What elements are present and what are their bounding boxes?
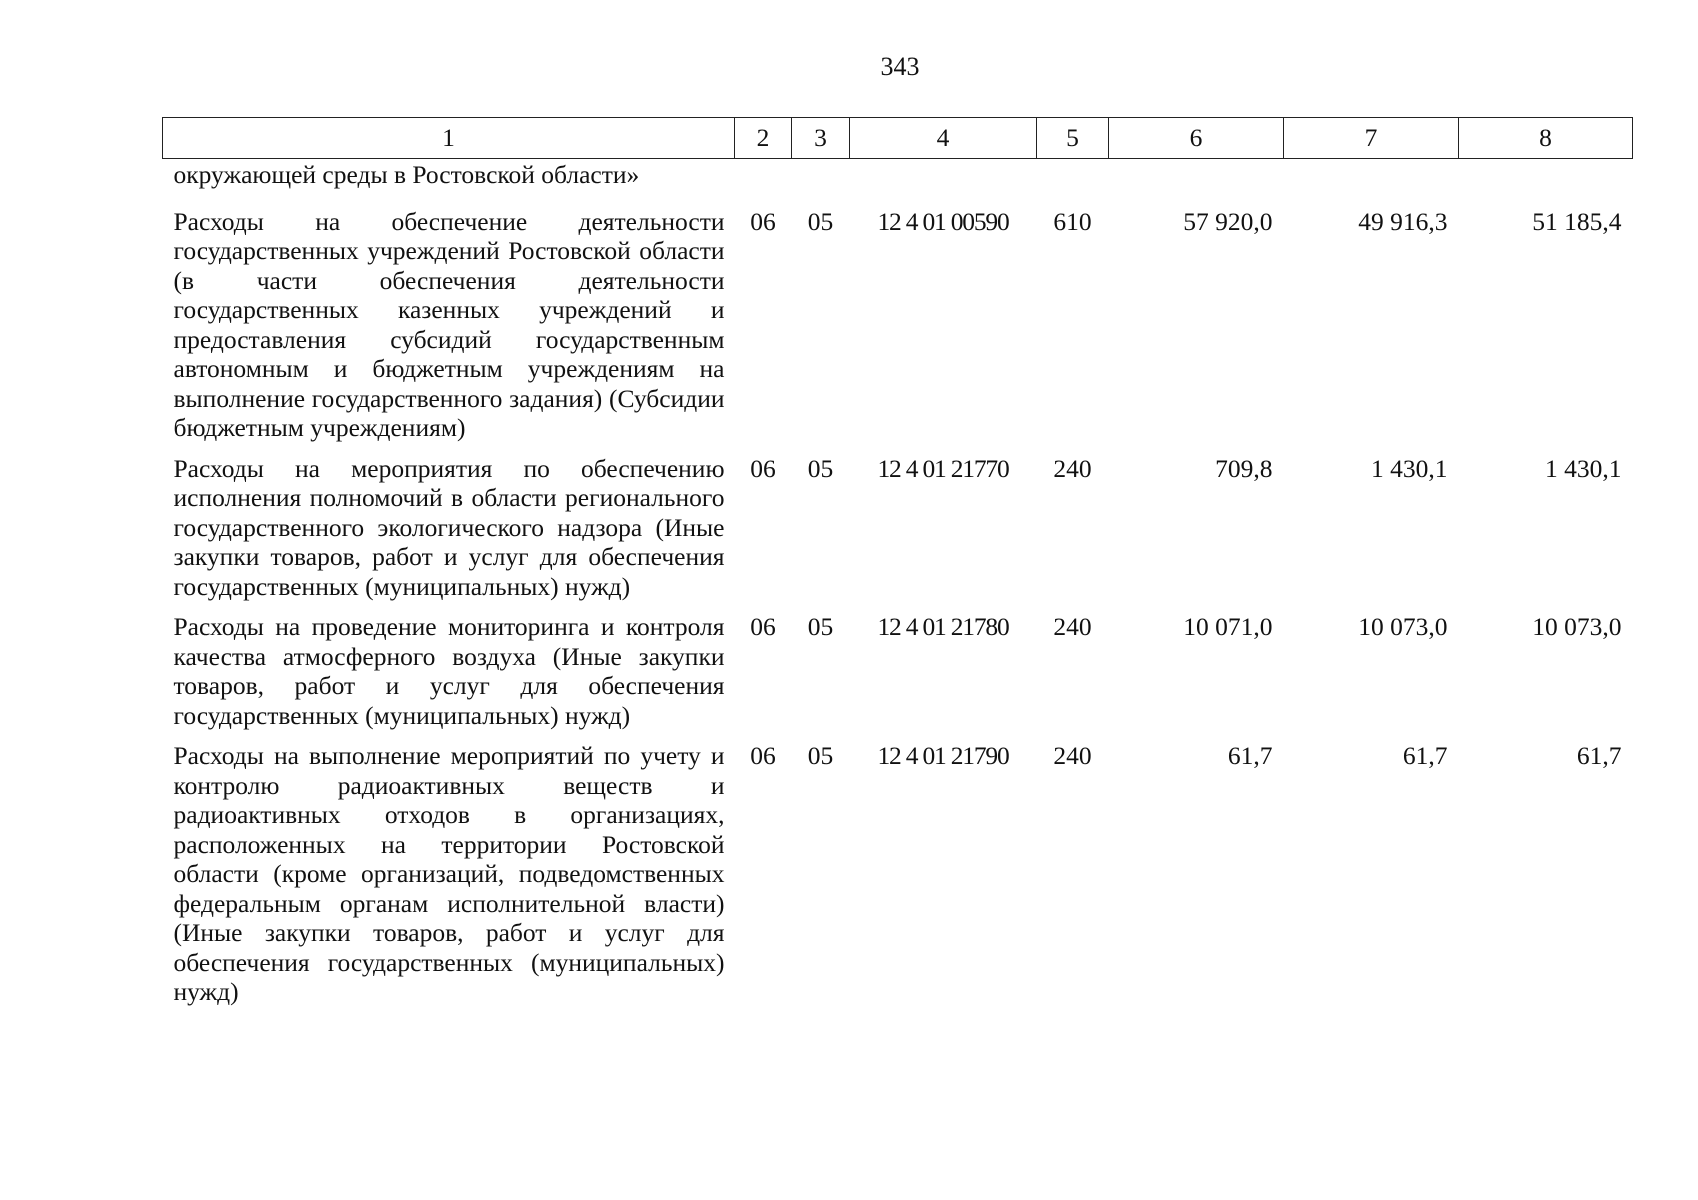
row-section: 06 [750,206,776,236]
column-header: 3 [792,118,850,159]
column-header: 5 [1037,118,1109,159]
table-header [163,118,1633,159]
row-amount-3: 61,7 [1576,741,1622,770]
row-amount-3: 10 073,0 [1532,612,1622,641]
row-section: 06 [750,453,776,483]
row-description: Расходы на проведение мониторинга и контроля качества атмосферного воздуха (Иные закупки товаров, работ и услуг для обеспечения государственных (муниципальных) нужд) [173,612,725,730]
column-header: 1 [163,118,735,159]
row-target-article: 12 4 01 21790 [877,741,1009,770]
row-subsection: 05 [807,612,834,641]
row-section: 06 [750,741,776,770]
column-header: 2 [735,118,792,159]
row-subsection: 05 [807,741,834,770]
row-expense-type: 240 [1053,612,1092,641]
row-subsection: 05 [807,453,834,483]
table-body [163,159,1633,1018]
row-description: Расходы на обеспечение деятельности государственных учреждений Ростовской области (в части обеспечения деятельности государственных казенных учреждений и предоставления субсидий государственным автономным и бюджетным учреждениям на выполнение государственного задания) (Субсидии бюджетным учреждениям) [173,206,725,442]
row-amount-3: 1 430,1 [1545,453,1622,483]
budget-table [162,117,1633,1018]
table-row [163,454,1633,613]
row-amount-2: 10 073,0 [1358,612,1448,641]
row-amount-1: 709,8 [1215,453,1273,483]
column-header: 4 [850,118,1037,159]
row-amount-2: 61,7 [1402,741,1448,770]
row-description: Расходы на выполнение мероприятий по учету и контролю радиоактивных веществ и радиоактивных отходов в организациях, расположенных на территории Ростовской области (кроме организаций, подведомственных федеральным органам исполнительной власти) (Иные закупки товаров, работ и услуг для обеспечения государственных (муниципальных) нужд) [173,741,725,1006]
column-number-row [163,118,1633,159]
row-target-article: 12 4 01 00590 [877,206,1009,236]
row-expense-type: 240 [1053,741,1092,770]
column-header: 7 [1284,118,1459,159]
table-row [163,207,1633,454]
row-description: Расходы на мероприятия по обеспечению исполнения полномочий в области регионального государственного экологического надзора (Иные закупки товаров, работ и услуг для обеспечения государственных (муниципальных) нужд) [173,453,725,601]
row-expense-type: 240 [1053,453,1092,483]
table-row [163,741,1633,1018]
table-row [163,612,1633,741]
row-target-article: 12 4 01 21780 [877,612,1009,641]
row-amount-2: 49 916,3 [1358,206,1448,236]
row-amount-3: 51 185,4 [1532,206,1622,236]
row-amount-1: 57 920,0 [1183,206,1273,236]
continuation-row [163,159,1633,207]
row-target-article: 12 4 01 21770 [877,453,1009,483]
row-amount-1: 61,7 [1227,741,1273,770]
row-section: 06 [750,612,776,641]
row-amount-2: 1 430,1 [1371,453,1448,483]
row-subsection: 05 [807,206,834,236]
row-amount-1: 10 071,0 [1183,612,1273,641]
continuation-text: окружающей среды в Ростовской области» [173,160,640,189]
column-header: 8 [1459,118,1633,159]
page-number: 343 [880,52,920,81]
column-header: 6 [1109,118,1284,159]
row-expense-type: 610 [1053,206,1092,236]
